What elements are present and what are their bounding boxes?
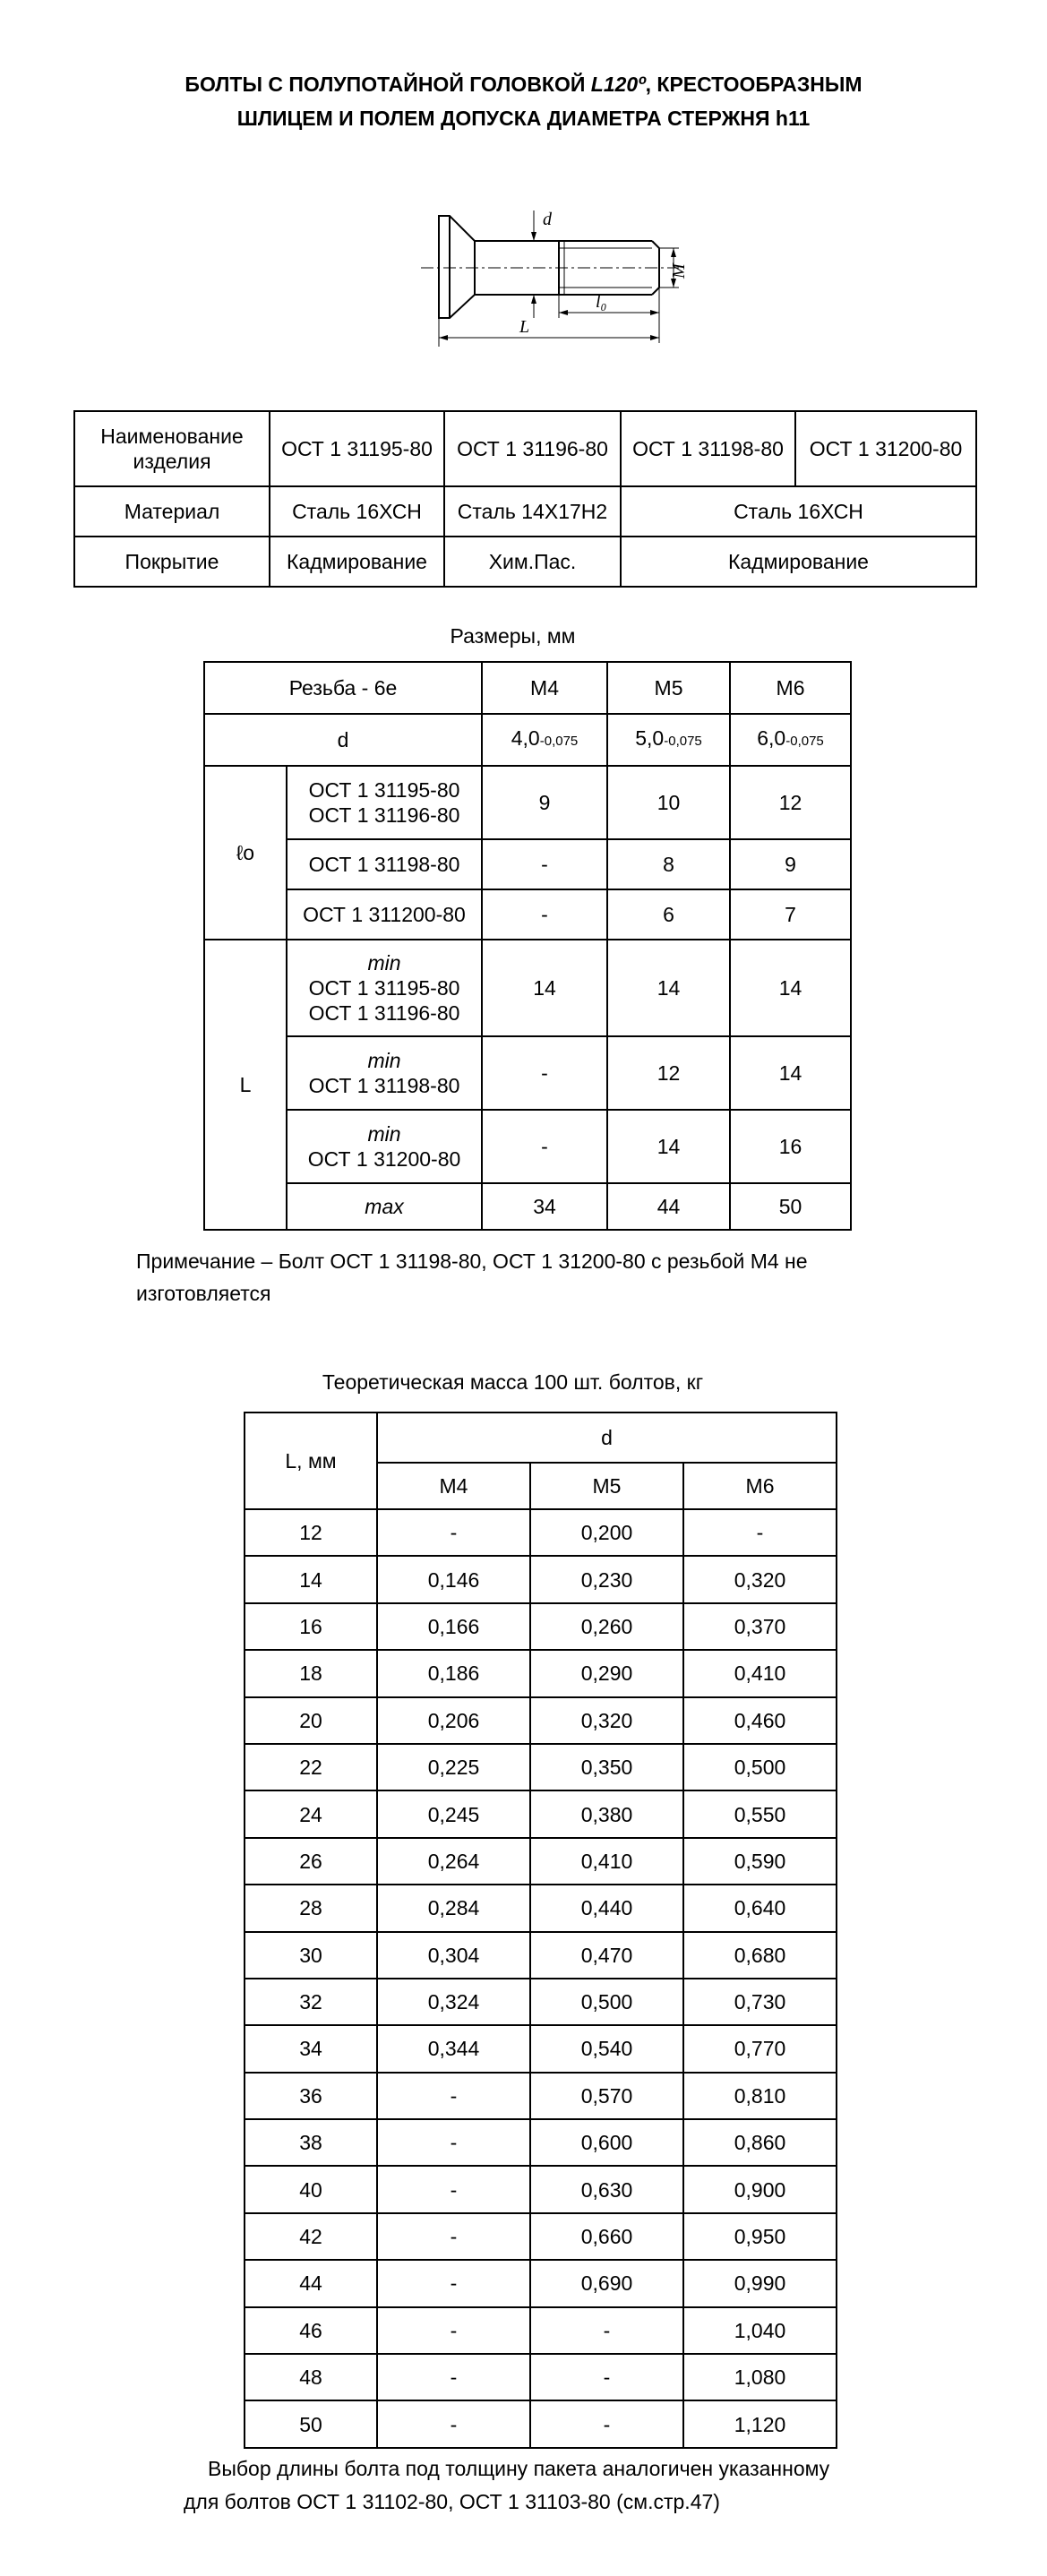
mass-cell: 0,290 <box>530 1650 683 1696</box>
mass-cell: 0,264 <box>377 1838 530 1885</box>
table-row <box>245 2213 837 2260</box>
table-row <box>245 1556 837 1602</box>
table-row: ℓo ОСТ 1 31195-80 ОСТ 1 31196-80 9 10 12 <box>204 766 851 839</box>
label-d: d <box>543 210 552 229</box>
mass-cell: 0,810 <box>683 2073 837 2119</box>
mass-cell: 0,680 <box>683 1932 837 1979</box>
length-cell: 44 <box>245 2260 377 2306</box>
table-row: d 4,0-0,075 5,0-0,075 6,0-0,075 <box>204 714 851 766</box>
label-l: L <box>519 317 530 337</box>
note-line-2: изготовляется <box>136 1282 271 1305</box>
length-cell: 32 <box>245 1979 377 2025</box>
length-cell: 14 <box>245 1556 377 1602</box>
mass-cell: 0,320 <box>530 1697 683 1744</box>
mass-cell: 0,990 <box>683 2260 837 2306</box>
table-row: Резьба - 6е М4 М5 М6 <box>204 662 851 714</box>
mass-cell: 0,570 <box>530 2073 683 2119</box>
mass-cell: 0,860 <box>683 2119 837 2166</box>
length-cell: 16 <box>245 1603 377 1650</box>
length-cell: 46 <box>245 2307 377 2354</box>
mass-cell: - <box>377 2213 530 2260</box>
table-row: ОСТ 1 31198-80 - 8 9 <box>204 839 851 889</box>
table-row <box>245 1697 837 1744</box>
L-header: L, мм <box>245 1413 377 1509</box>
table-row <box>245 1744 837 1790</box>
length-cell: 24 <box>245 1790 377 1837</box>
d-header: d <box>377 1413 837 1463</box>
mass-table <box>244 1412 837 2449</box>
table-row: Покрытие Кадмирование Хим.Пас. Кадмирование <box>74 537 976 587</box>
table-row: Материал Сталь 16ХСН Сталь 14Х17Н2 Сталь 16ХСН <box>74 486 976 537</box>
length-cell: 36 <box>245 2073 377 2119</box>
mass-cell: - <box>530 2307 683 2354</box>
table-row <box>245 1509 837 1556</box>
table-row <box>245 1932 837 1979</box>
mass-cell: 0,370 <box>683 1603 837 1650</box>
length-cell: 34 <box>245 2025 377 2072</box>
mass-cell: 0,206 <box>377 1697 530 1744</box>
mass-cell: 0,950 <box>683 2213 837 2260</box>
length-cell: 12 <box>245 1509 377 1556</box>
length-cell: 48 <box>245 2354 377 2400</box>
table-row <box>245 2073 837 2119</box>
mass-cell: 0,640 <box>683 1885 837 1931</box>
page-title <box>0 67 1047 135</box>
length-cell: 26 <box>245 1838 377 1885</box>
table-row: Наименование изделия ОСТ 1 31195-80 ОСТ 1 31196-80 ОСТ 1 31198-80 ОСТ 1 31200-80 <box>74 411 976 486</box>
table-row: max 34 44 50 <box>204 1183 851 1230</box>
length-cell: 18 <box>245 1650 377 1696</box>
mass-cell: 0,630 <box>530 2166 683 2212</box>
table-row: min ОСТ 1 31200-80 - 14 16 <box>204 1110 851 1183</box>
footer-line-1: Выбор длины болта под толщину пакета аналогичен указанному <box>208 2457 830 2480</box>
mass-cell: 1,040 <box>683 2307 837 2354</box>
mass-cell: 0,186 <box>377 1650 530 1696</box>
l0-label: ℓo <box>204 766 287 940</box>
mass-cell: 0,460 <box>683 1697 837 1744</box>
mass-cell: 0,344 <box>377 2025 530 2072</box>
note-line-1: Примечание – Болт ОСТ 1 31198-80, ОСТ 1 31200-80 с резьбой М4 не <box>136 1249 808 1273</box>
mass-cell: 0,540 <box>530 2025 683 2072</box>
mass-cell: 1,120 <box>683 2400 837 2447</box>
table-row <box>245 2354 837 2400</box>
mass-cell: - <box>683 1509 837 1556</box>
table-row <box>245 1790 837 1837</box>
mass-cell: - <box>377 1509 530 1556</box>
mass-cell: - <box>530 2400 683 2447</box>
length-cell: 38 <box>245 2119 377 2166</box>
mass-cell: 0,900 <box>683 2166 837 2212</box>
length-cell: 22 <box>245 1744 377 1790</box>
material-table <box>73 410 977 588</box>
dimensions-caption: Размеры, мм <box>450 624 576 648</box>
length-cell: 30 <box>245 1932 377 1979</box>
mass-cell: 1,080 <box>683 2354 837 2400</box>
L-label: L <box>204 940 287 1230</box>
mass-cell: 0,500 <box>530 1979 683 2025</box>
table-row: М4 М5 М6 <box>245 1463 837 1509</box>
mass-cell: 0,146 <box>377 1556 530 1602</box>
mass-cell: 0,690 <box>530 2260 683 2306</box>
mass-cell: 0,166 <box>377 1603 530 1650</box>
material-label: Материал <box>74 486 270 537</box>
mass-cell: 0,380 <box>530 1790 683 1837</box>
length-cell: 50 <box>245 2400 377 2447</box>
title-line-1: БОЛТЫ С ПОЛУПОТАЙНОЙ ГОЛОВКОЙ L120º, КРЕСТООБРАЗНЫМ <box>185 73 862 96</box>
length-cell: 28 <box>245 1885 377 1931</box>
table-row <box>245 1413 837 1463</box>
name-header: Наименование изделия <box>74 411 270 486</box>
mass-cell: 0,410 <box>683 1650 837 1696</box>
coating-label: Покрытие <box>74 537 270 587</box>
label-l0: l₀ <box>596 292 607 312</box>
mass-cell: 0,470 <box>530 1932 683 1979</box>
mass-cell: - <box>530 2354 683 2400</box>
mass-cell: 0,200 <box>530 1509 683 1556</box>
mass-cell: - <box>377 2354 530 2400</box>
mass-cell: 0,320 <box>683 1556 837 1602</box>
mass-caption: Теоретическая масса 100 шт. болтов, кг <box>322 1370 704 1394</box>
table-row <box>245 1603 837 1650</box>
table-row <box>245 2307 837 2354</box>
footer-line-2: для болтов ОСТ 1 31102-80, ОСТ 1 31103-80 (см.стр.47) <box>184 2490 720 2513</box>
table-row <box>245 2166 837 2212</box>
mass-cell: - <box>377 2260 530 2306</box>
mass-cell: 0,245 <box>377 1790 530 1837</box>
mass-cell: - <box>377 2307 530 2354</box>
mass-cell: 0,550 <box>683 1790 837 1837</box>
dimensions-table <box>203 661 852 1231</box>
length-cell: 42 <box>245 2213 377 2260</box>
table-row <box>245 1838 837 1885</box>
table-row <box>245 2119 837 2166</box>
mass-cell: 0,225 <box>377 1744 530 1790</box>
title-line-2: ШЛИЦЕМ И ПОЛЕМ ДОПУСКА ДИАМЕТРА СТЕРЖНЯ h11 <box>236 107 811 130</box>
table-row <box>245 1650 837 1696</box>
mass-cell: 0,440 <box>530 1885 683 1931</box>
mass-cell: 0,660 <box>530 2213 683 2260</box>
mass-cell: 0,324 <box>377 1979 530 2025</box>
table-row <box>245 2025 837 2072</box>
table-row <box>245 1885 837 1931</box>
mass-cell: 0,770 <box>683 2025 837 2072</box>
table-row <box>245 2260 837 2306</box>
mass-cell: 0,410 <box>530 1838 683 1885</box>
mass-cell: 0,730 <box>683 1979 837 2025</box>
length-cell: 40 <box>245 2166 377 2212</box>
table-row <box>245 1979 837 2025</box>
label-m: M <box>669 263 689 279</box>
mass-cell: 0,260 <box>530 1603 683 1650</box>
mass-cell: 0,230 <box>530 1556 683 1602</box>
mass-cell: - <box>377 2400 530 2447</box>
table-row: min ОСТ 1 31198-80 - 12 14 <box>204 1036 851 1110</box>
mass-cell: 0,284 <box>377 1885 530 1931</box>
mass-cell: 0,600 <box>530 2119 683 2166</box>
mass-cell: - <box>377 2119 530 2166</box>
bolt-drawing <box>394 202 690 358</box>
table-row: L min ОСТ 1 31195-80 ОСТ 1 31196-80 14 14 14 <box>204 940 851 1036</box>
mass-cell: 0,590 <box>683 1838 837 1885</box>
mass-cell: 0,350 <box>530 1744 683 1790</box>
table-row <box>245 2400 837 2447</box>
mass-cell: 0,304 <box>377 1932 530 1979</box>
length-cell: 20 <box>245 1697 377 1744</box>
mass-cell: 0,500 <box>683 1744 837 1790</box>
mass-cell: - <box>377 2166 530 2212</box>
table-row: ОСТ 1 311200-80 - 6 7 <box>204 889 851 940</box>
mass-cell: - <box>377 2073 530 2119</box>
